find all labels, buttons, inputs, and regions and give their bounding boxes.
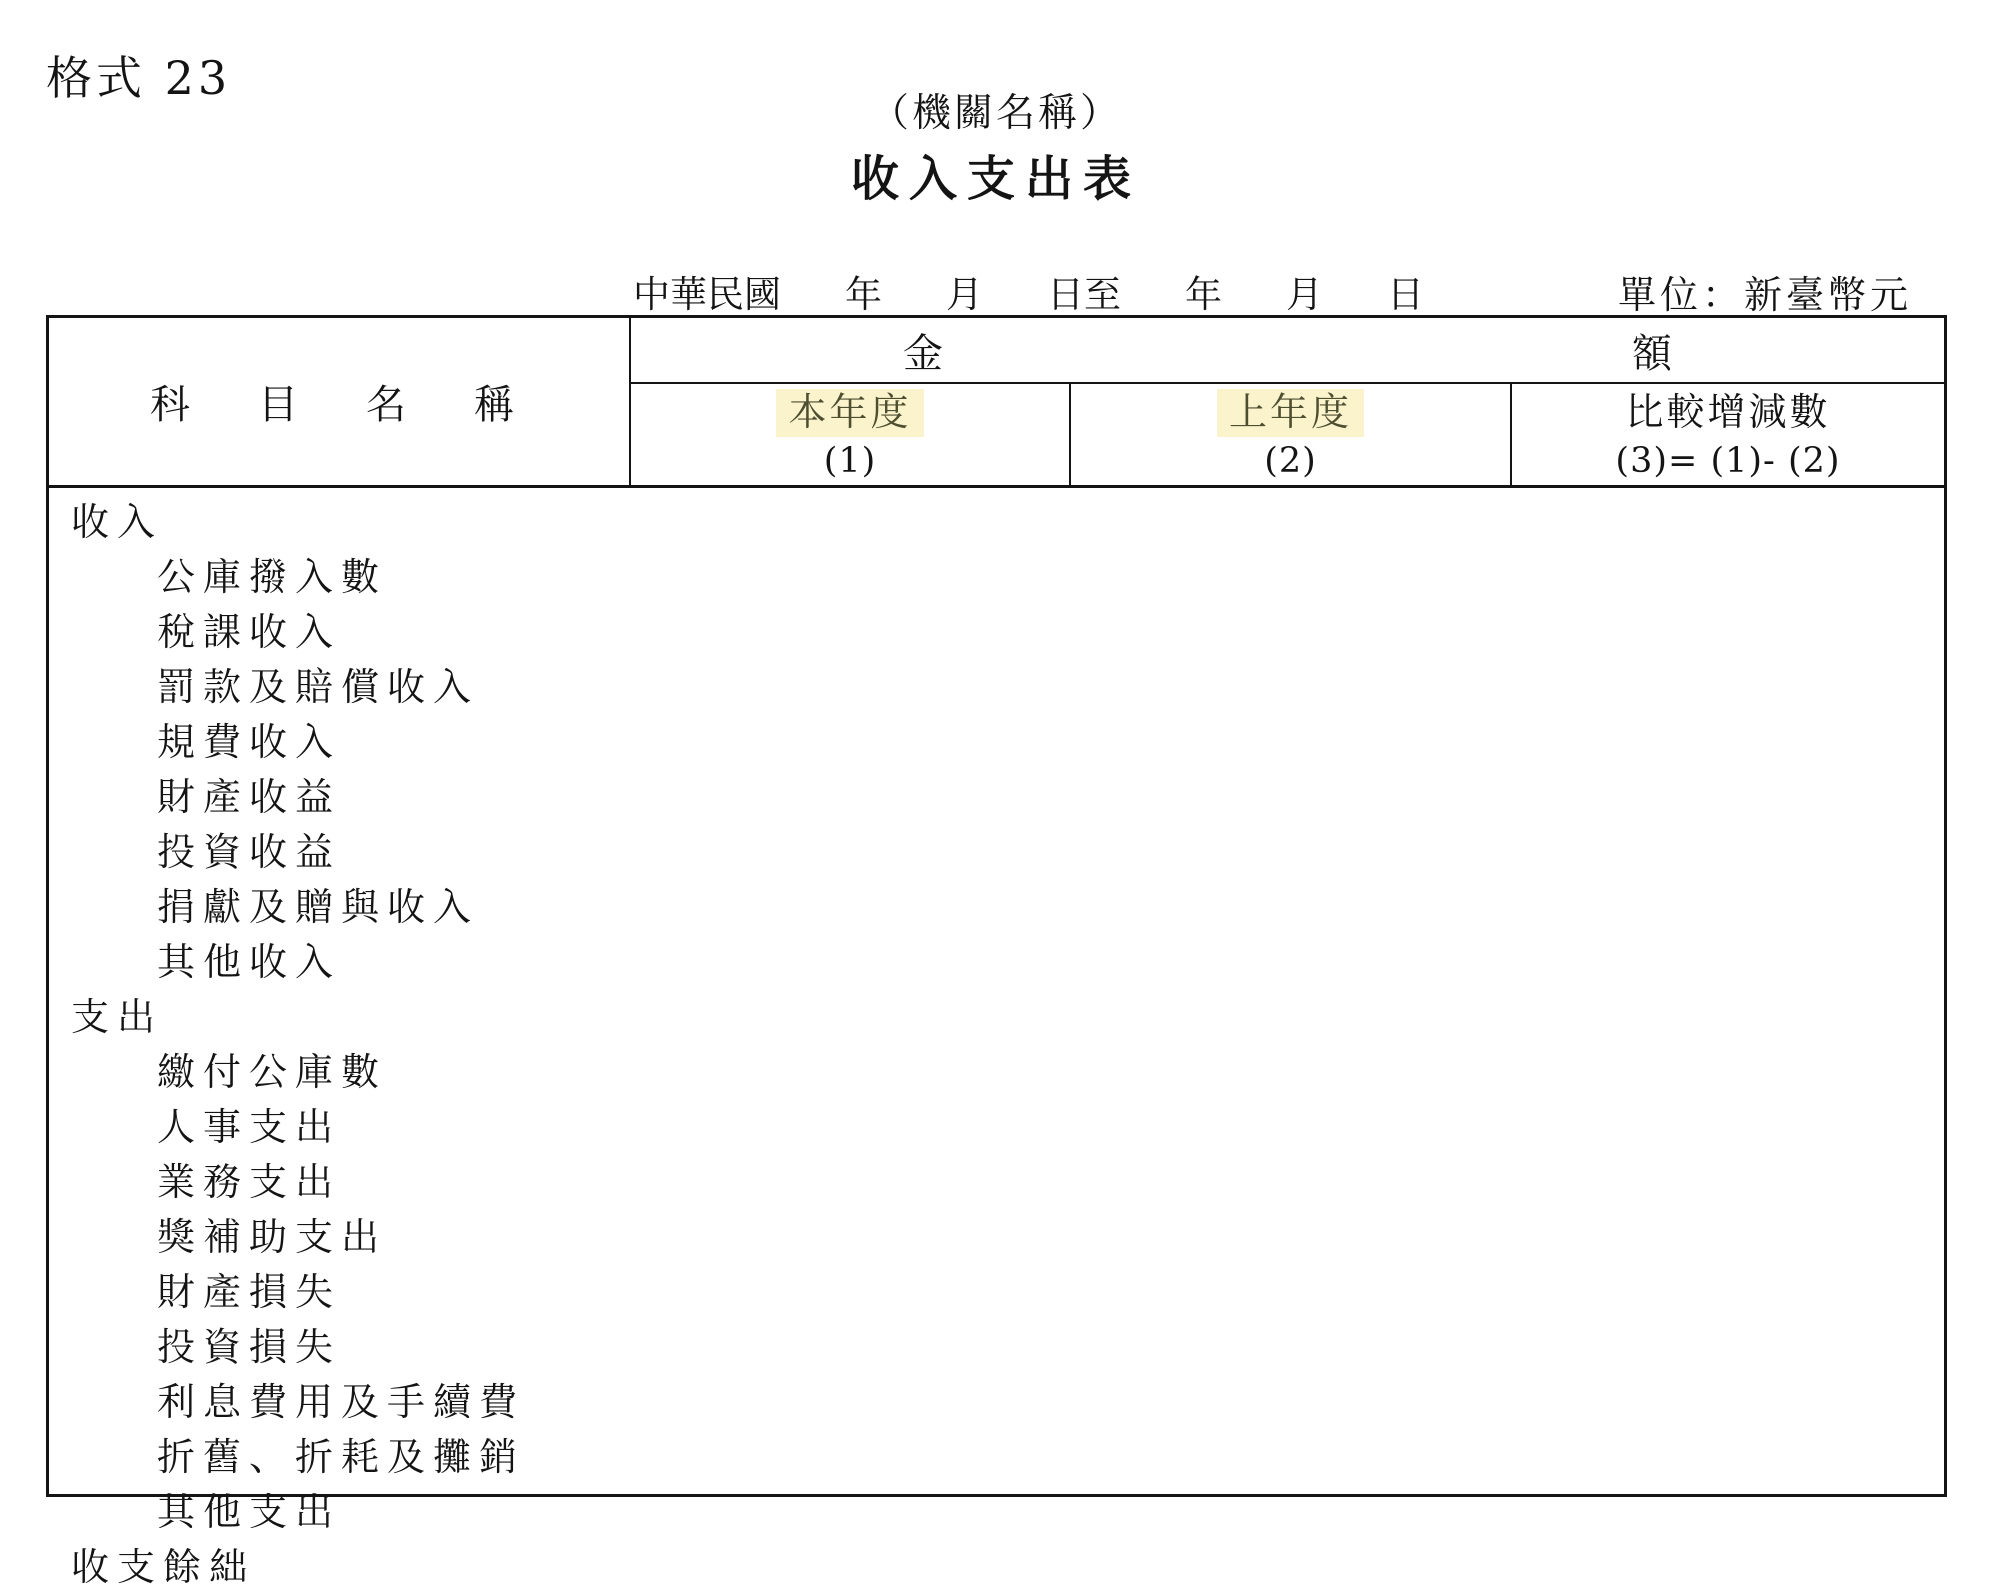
- row-label: 支出: [71, 995, 164, 1039]
- account-name-header: 科 目 名 稱: [49, 318, 631, 485]
- previous-year-label: 上年度: [1217, 389, 1364, 437]
- row-label: 規費收入: [157, 720, 342, 764]
- document-title: 收入支出表: [850, 151, 1141, 207]
- amount-group-title: [631, 318, 1944, 384]
- income-expense-table: [46, 315, 1947, 1589]
- period-line: [633, 264, 1424, 318]
- table-row: [49, 1481, 1944, 1536]
- row-label: 捐獻及贈與收入: [157, 885, 480, 929]
- table-row: [49, 601, 1944, 656]
- previous-year-index: (2): [1264, 441, 1317, 481]
- difference-formula: (3)= (1)- (2): [1615, 441, 1841, 481]
- table-row: [49, 711, 1944, 766]
- table-row: [49, 1041, 1944, 1096]
- amount-char-left: 金: [903, 330, 943, 377]
- difference-label: 比較增減數: [1625, 390, 1831, 434]
- form-code: 格式 23: [46, 51, 232, 105]
- row-label: 其他收入: [157, 940, 342, 984]
- table-row: [49, 491, 1944, 546]
- row-label: 收入: [71, 500, 164, 544]
- row-label: 利息費用及手續費: [157, 1380, 526, 1424]
- amount-subheaders: [631, 384, 1944, 485]
- table-row: [49, 1426, 1944, 1481]
- table-body: [49, 488, 1944, 1591]
- table-row: [49, 656, 1944, 711]
- row-label: 公庫撥入數: [157, 555, 388, 599]
- row-label: 罰款及賠償收入: [157, 665, 480, 709]
- table-row: [49, 1206, 1944, 1261]
- column-header-current-year: [631, 384, 1071, 485]
- table-row: [49, 1261, 1944, 1316]
- table-row: [49, 1536, 1944, 1591]
- period-year-start: 年: [845, 273, 882, 316]
- period-era: 中華民國: [633, 273, 781, 316]
- row-label: 折舊、折耗及攤銷: [157, 1435, 526, 1479]
- current-year-label: 本年度: [776, 389, 923, 437]
- period-day-end: 日: [1387, 273, 1424, 316]
- column-header-previous-year: [1071, 384, 1512, 485]
- table-row: [49, 1096, 1944, 1151]
- amount-char-right: 額: [1632, 330, 1672, 377]
- row-label: 收支餘絀: [71, 1545, 256, 1589]
- row-label: 其他支出: [157, 1490, 342, 1534]
- table-row: [49, 821, 1944, 876]
- table-row: [49, 766, 1944, 821]
- period-month-end: 月: [1286, 273, 1323, 316]
- column-header-difference: [1512, 384, 1944, 485]
- table-row: [49, 1151, 1944, 1206]
- row-label: 業務支出: [157, 1160, 342, 1204]
- table-row: [49, 1371, 1944, 1426]
- row-label: 稅課收入: [157, 610, 342, 654]
- current-year-index: (1): [823, 441, 877, 481]
- table-row: [49, 546, 1944, 601]
- org-name-placeholder: （機關名稱）: [869, 91, 1122, 136]
- row-label: 財產損失: [157, 1270, 342, 1314]
- table-row: [49, 876, 1944, 931]
- amount-header-group: [631, 318, 1944, 485]
- table-header: [49, 318, 1944, 488]
- row-label: 人事支出: [157, 1105, 342, 1149]
- table-row: [49, 931, 1944, 986]
- row-label: 投資損失: [157, 1325, 342, 1369]
- row-label: 財產收益: [157, 775, 342, 819]
- row-label: 繳付公庫數: [157, 1050, 388, 1094]
- row-label: 獎補助支出: [157, 1215, 388, 1259]
- currency-unit-label: 單位：新臺幣元: [1618, 273, 1913, 317]
- period-year-end: 年: [1185, 273, 1222, 316]
- table-row: [49, 1316, 1944, 1371]
- table-row: [49, 986, 1944, 1041]
- period-month-start: 月: [946, 273, 983, 316]
- period-day-to: 日至: [1047, 273, 1121, 316]
- row-label: 投資收益: [157, 830, 342, 874]
